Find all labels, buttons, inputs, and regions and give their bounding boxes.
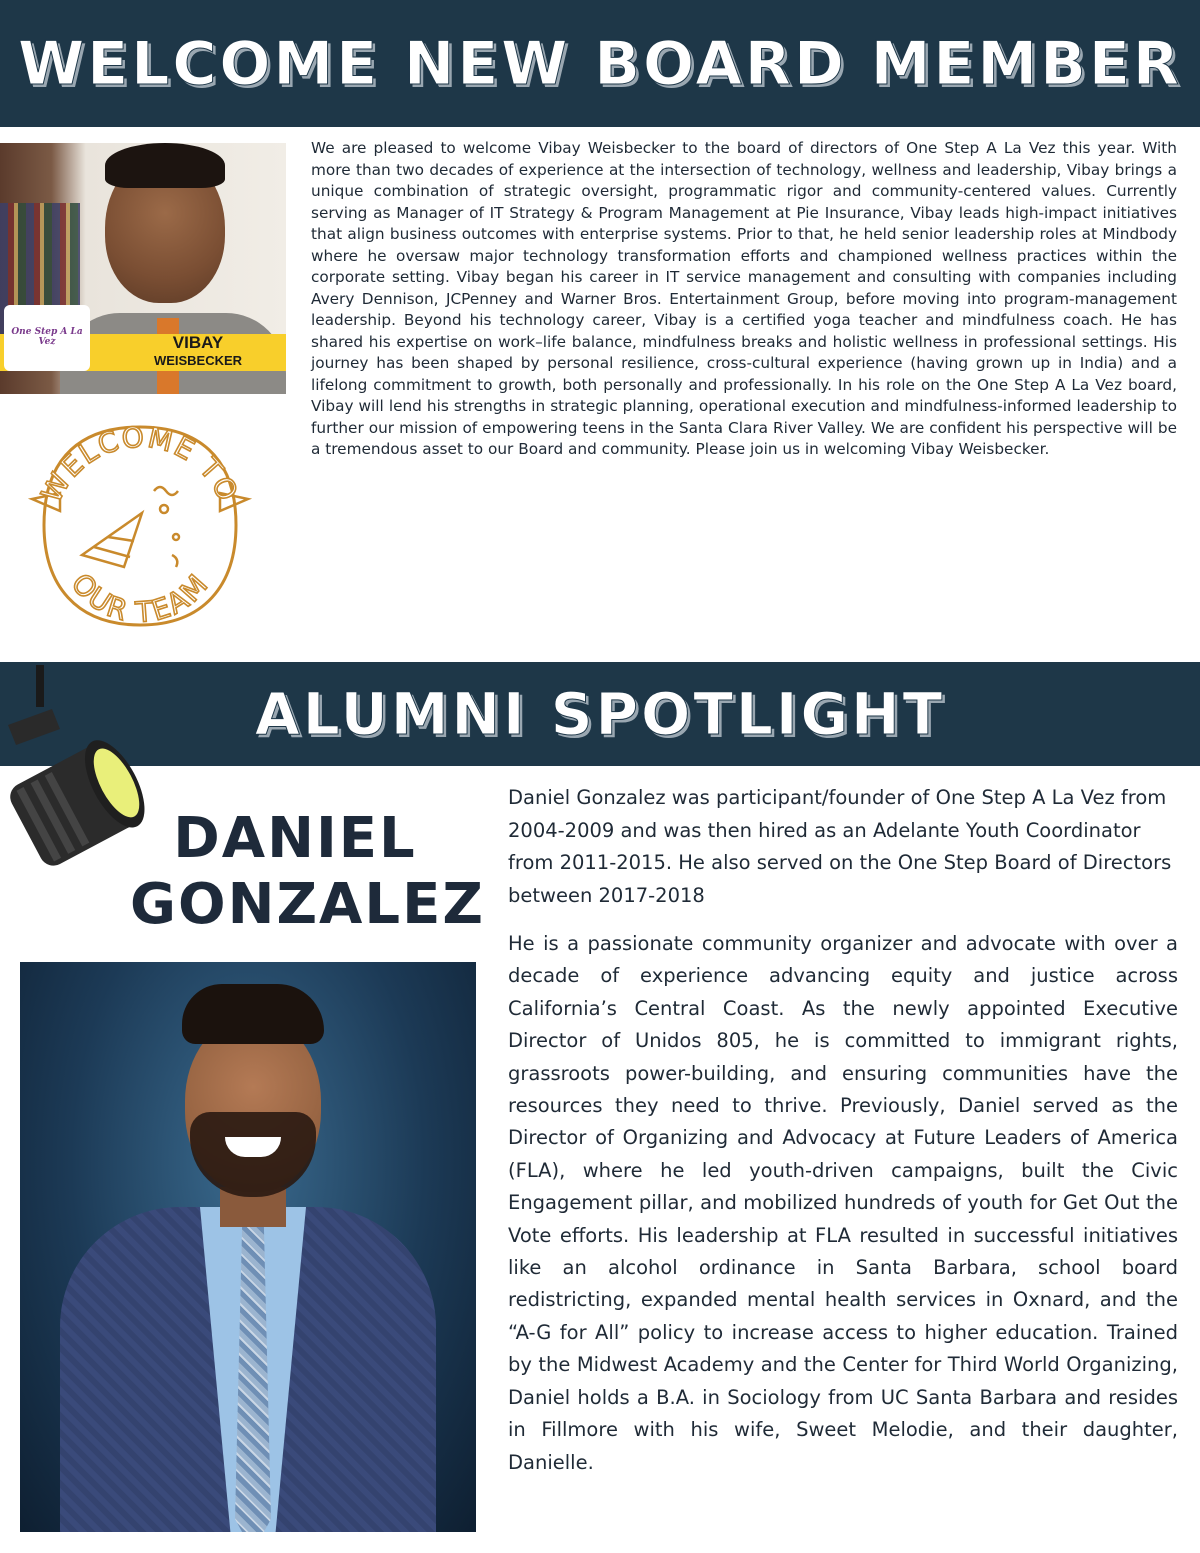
portrait-hair <box>105 143 225 188</box>
portrait-hair <box>182 984 324 1044</box>
alumni-name <box>130 806 485 938</box>
spotlight-title: ALUMNI SPOTLIGHT <box>254 680 946 748</box>
svg-text:OUR TEAM <box>65 567 216 629</box>
alumni-bio: He is a passionate community organizer and advocate with over a decade of experience advancing equity and justice across California’s Central Coast. As the newly appointed Executive Director of Unidos 805, he is committed to immigrant rights, grassroots power-building, and ensuring communities have the resources they need to thrive. Previously, Daniel served as the Director of Organizing and Advocacy at Future Leaders of America (FLA), where he led youth-driven campaigns, built the Civic Engagement pillar, and mobilized hundreds of youth for Get Out the Vote efforts. His leadership at FLA resulted in successful initiatives like an alcohol ordinance in Santa Barbara, school board redistricting, expanded mental health services in Oxnard, and the “A-G for All” policy to increase access to higher education. Trained by the Midwest Academy and the Center for Third World Organizing, Daniel holds a B.A. in Sociology from UC Santa Barbara and resides in Fillmore with his wife, Sweet Melodie, and their daughter, Danielle. <box>508 932 1178 1474</box>
welcome-banner <box>0 0 1200 127</box>
badge-bottom-text: OUR TEAM <box>64 566 216 630</box>
svg-text:WELCOME TO <box>35 420 245 507</box>
nameplate-first-name: VIBAY <box>172 333 224 352</box>
board-member-bio: We are pleased to welcome Vibay Weisbecker to the board of directors of One Step A La Vez this year. With more than two decades of experience at the intersection of technology, wellness and leadership, Vibay brings a unique combination of strategic oversight, programmatic rigor and community-centered values. Currently serving as Manager of IT Strategy & Program Management at Pie Insurance, Vibay leads high-impact initiatives that align business outcomes with enterprise systems. Prior to that, he held senior leadership roles at Mindbody where he oversaw major technology transformation efforts and championed wellness practices within the corporate setting. Vibay began his career in IT service management and consulting with companies including Avery Dennison, JCPenney and Warner Bros. Entertainment Group, before moving into program-management leadership. Beyond his technology career, Vibay is a certified yoga teacher and mindfulness coach. He has shared his expertise on work–life balance, mindfulness breaks and holistic wellness in professional settings. His journey has been shaped by personal resilience, cross-cultural experience (having grown up in India) and a lifelong commitment to growth, both personally and professionally. In his role on the One Step A La Vez board, Vibay will lend his strengths in strategic planning, operational execution and mindfulness-informed leadership to further our mission of empowering teens in the Santa Clara River Valley. We are confident his perspective will be a tremendous asset to our Board and community. Please join us in welcoming Vibay Weisbecker. <box>311 139 1177 458</box>
spotlight-banner <box>0 662 1200 766</box>
welcome-title: WELCOME NEW BOARD MEMBER <box>17 28 1183 99</box>
vibay-photo <box>0 143 286 394</box>
daniel-photo <box>20 962 476 1532</box>
spotlight-lamp-icon <box>0 665 150 890</box>
alumni-first-name: DANIEL <box>173 806 417 871</box>
welcome-badge <box>24 415 256 637</box>
badge-top-text: WELCOME TO <box>34 420 246 508</box>
alumni-intro: Daniel Gonzalez was participant/founder of One Step A La Vez from 2004-2009 and was then hired as an Adelante Youth Coordinator from 2011-2015. He also served on the One Step Board of Directors between 2017-2018 <box>508 786 1172 907</box>
nameplate-last-name: WEISBECKER <box>153 353 243 368</box>
org-logo: One Step A La Vez <box>4 305 90 371</box>
party-horn-icon <box>82 487 179 567</box>
alumni-last-name: GONZALEZ <box>130 872 485 937</box>
